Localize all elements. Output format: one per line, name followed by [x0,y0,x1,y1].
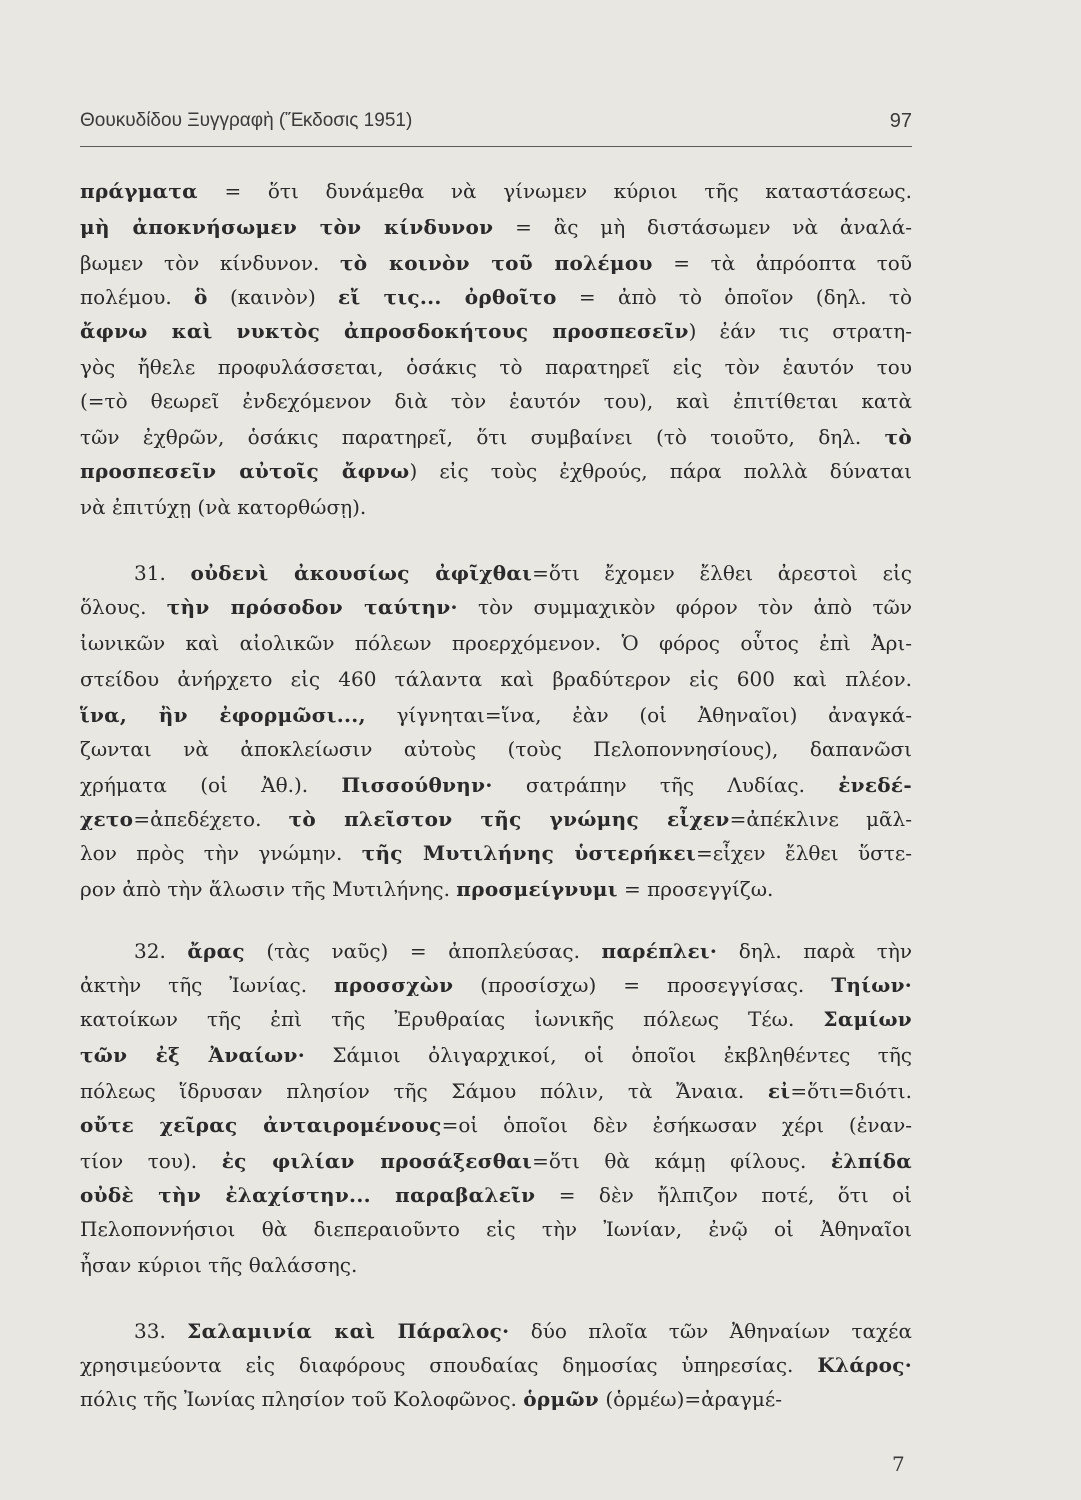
gloss-text: σατράπην τῆς Λυδίας. [492,773,839,797]
text-line [80,972,912,998]
gloss-text: = ὅτι δυνάμεθα νὰ γίνωμεν κύριοι τῆς καταστάσεως. [197,179,912,203]
gloss-text: Πελοποννήσιοι θὰ διεπεραιοῦντο εἰς τὴν Ἰωνίαν, ἐνῷ οἱ Ἀθηναῖοι [80,1217,912,1241]
gloss-text: πόλις τῆς Ἰωνίας πλησίον τοῦ Κολοφῶνος. [80,1387,524,1411]
lemma-term: ἵνα, ἢν ἐφορμῶσι..., [80,703,366,727]
lemma-term: Σαμίων [823,1007,912,1031]
lemma-term: τὴν πρόσοδον ταύτην· [166,595,458,619]
header-rule [80,146,912,147]
text-line [80,318,912,344]
gloss-text: τίον του). [80,1149,222,1173]
header-title: Θουκυδίδου Ξυγγραφὴ (Ἔκδοσις 1951) [80,110,413,131]
gloss-text: στείδου ἀνήρχετο εἰς 460 τάλαντα καὶ βραδύτερον εἰς 600 καὶ πλέον. [80,667,912,691]
lemma-term: ἐς φιλίαν προσάξεσθαι [221,1149,533,1173]
gloss-text: ἀκτὴν τῆς Ἰωνίας. [80,973,334,997]
text-line [80,594,912,620]
gloss-text: ) εἰς τοὺς ἐχθρούς, πάρα πολλὰ δύναται [409,459,912,483]
running-header [80,110,912,142]
text-line [80,250,912,276]
text-line [80,494,912,520]
gloss-text: πολέμου. [80,285,195,309]
text-line [134,1318,912,1344]
gloss-text: βωμεν τὸν κίνδυνον. [80,251,340,275]
gloss-text: ἦσαν κύριοι τῆς θαλάσσης. [80,1253,358,1277]
page-number: 97 [889,110,912,132]
gloss-text: = δὲν ἤλπιζον ποτέ, ὅτι οἱ [535,1183,912,1207]
text-line [134,560,912,586]
gloss-text: ) ἐάν τις στρατη- [688,319,912,343]
text-line [80,1148,912,1174]
gloss-text: (καινὸν) [207,285,339,309]
text-line [80,1042,912,1068]
gloss-text: γὸς ἤθελε προφυλάσσεται, ὁσάκις τὸ παρατηρεῖ εἰς τὸν ἑαυτόν του [80,355,912,379]
lemma-term: Τηίων· [831,973,912,997]
lemma-term: πράγματα [80,179,198,203]
gloss-text: =ἀπεδέχετο. [133,807,289,831]
gloss-text: ρον ἀπὸ τὴν ἅλωσιν τῆς Μυτιλήνης. [80,877,457,901]
gloss-text: ὅλους. [80,595,167,619]
gloss-text: =εἶχεν ἔλθει ὕστε- [695,841,912,865]
lemma-term: ὃ [194,285,208,309]
gloss-text: = ἂς μὴ διστάσωμεν νὰ ἀναλά- [493,215,912,239]
text-line [80,666,912,692]
lemma-term: τῶν ἐξ Ἀναίων· [80,1043,305,1067]
text-line [80,772,912,798]
lemma-term: προσσχὼν [334,973,454,997]
gloss-text: νὰ ἐπιτύχῃ (νὰ κατορθώσῃ). [80,495,367,519]
text-line [80,702,912,728]
text-line [80,630,912,656]
text-line [80,1352,912,1378]
text-line [80,1006,912,1032]
lemma-term: τὸ κοινὸν τοῦ πολέμου [340,251,653,275]
text-line [80,1216,912,1242]
lemma-term: προσπεσεῖν αὐτοῖς ἄφνω [80,459,410,483]
gloss-text: δηλ. παρὰ τὴν [717,939,912,963]
text-line [80,736,912,762]
text-line [80,178,912,204]
gloss-text: ζωνται νὰ ἀποκλείωσιν αὐτοὺς (τοὺς Πελοποννησίους), δαπανῶσι [80,737,912,761]
gloss-text: =ὅτι θὰ κάμῃ φίλους. [532,1149,831,1173]
signature-mark: 7 [892,1452,905,1476]
lemma-term: εἰ [767,1079,791,1103]
lemma-term: Πισσούθνην· [341,773,493,797]
text-line [80,1078,912,1104]
lemma-term: χετο [80,807,134,831]
lemma-term: ὁρμῶν [523,1387,599,1411]
lemma-term: Σαλαμινία καὶ Πάραλος· [187,1319,510,1343]
text-line [80,354,912,380]
gloss-text: =ἀπέκλινε μᾶλ- [729,807,912,831]
gloss-text: = τὰ ἀπρόοπτα τοῦ [652,251,912,275]
text-line [80,388,912,414]
gloss-text: = προσεγγίζω. [617,877,774,901]
gloss-text: τῶν ἐχθρῶν, ὁσάκις παρατηρεῖ, ὅτι συμβαίνει (τὸ τοιοῦτο, δηλ. [80,425,885,449]
gloss-text: χρησιμεύοντα εἰς διαφόρους σπουδαίας δημοσίας ὑπηρεσίας. [80,1353,818,1377]
lemma-term: Κλάρος· [817,1353,912,1377]
lemma-term: εἴ τις... ὀρθοῖτο [338,285,557,309]
text-line [80,876,912,902]
gloss-text: κατοίκων τῆς ἐπὶ τῆς Ἐρυθραίας ἰωνικῆς πόλεως Τέω. [80,1007,824,1031]
gloss-text: (προσίσχω) = προσεγγίσας. [453,973,832,997]
lemma-term: οὐδενὶ ἀκουσίως ἀφῖχθαι [190,561,533,585]
gloss-text: γίγνηται=ἵνα, ἐὰν (οἱ Ἀθηναῖοι) ἀναγκά- [365,703,912,727]
lemma-term: ἐνεδέ- [838,773,912,797]
gloss-text: (ὁρμέω)=ἀραγμέ- [598,1387,782,1411]
gloss-text: =ὅτι ἔχομεν ἔλθει ἀρεστοὶ εἰς [532,561,912,585]
lemma-term: προσμείγνυμι [456,877,618,901]
gloss-text: (=τὸ θεωρεῖ ἐνδεχόμενον διὰ τὸν ἑαυτόν του), καὶ ἐπιτίθεται κατὰ [80,389,912,413]
lemma-term: παρέπλει· [601,939,718,963]
lemma-term: ἐλπίδα [830,1149,912,1173]
lemma-term: ἄφνω καὶ νυκτὸς ἀπροσδοκήτους προσπεσεῖν [80,319,689,343]
gloss-text: =ὅτι=διότι. [790,1079,912,1103]
gloss-text: 31. [134,561,191,585]
lemma-term: τῆς Μυτιλήνης ὑστερήκει [361,841,696,865]
gloss-text: πόλεως ἵδρυσαν πλησίον τῆς Σάμου πόλιν, τὰ Ἄναια. [80,1079,768,1103]
lemma-term: τὸ πλεῖστον τῆς γνώμης εἶχεν [288,807,730,831]
gloss-text: Σάμιοι ὀλιγαρχικοί, οἱ ὁποῖοι ἐκβληθέντες τῆς [304,1043,912,1067]
lemma-term: οὐδὲ τὴν ἐλαχίστην... παραβαλεῖν [80,1183,536,1207]
gloss-text: 32. [134,939,188,963]
text-line [80,284,912,310]
text-line [80,1182,912,1208]
gloss-text: τὸν συμμαχικὸν φόρον τὸν ἀπὸ τῶν [457,595,912,619]
text-line [80,458,912,484]
gloss-text: λον πρὸς τὴν γνώμην. [80,841,362,865]
text-line [80,1386,912,1412]
gloss-text: =οἱ ὁποῖοι δὲν ἐσήκωσαν χέρι (ἐναν- [441,1113,912,1137]
gloss-text: χρήματα (οἱ Ἀθ.). [80,773,342,797]
lemma-term: μὴ ἀποκνήσωμεν τὸν κίνδυνον [80,215,494,239]
gloss-text: δύο πλοῖα τῶν Ἀθηναίων ταχέα [509,1319,912,1343]
text-line [80,424,912,450]
lemma-term: τὸ [884,425,912,449]
gloss-text: = ἀπὸ τὸ ὁποῖον (δηλ. τὸ [556,285,912,309]
text-line [80,214,912,240]
gloss-text: ἰωνικῶν καὶ αἰολικῶν πόλεων προερχόμενον. Ὁ φόρος οὗτος ἐπὶ Ἀρι- [80,631,912,655]
text-line [80,840,912,866]
text-line [134,938,912,964]
lemma-term: ἄρας [187,939,245,963]
text-line [80,1112,912,1138]
text-line [80,1252,912,1278]
text-line [80,806,912,832]
lemma-term: οὔτε χεῖρας ἀνταιρομένους [80,1113,442,1137]
gloss-text: 33. [134,1319,188,1343]
gloss-text: (τὰς ναῦς) = ἀποπλεύσας. [244,939,602,963]
